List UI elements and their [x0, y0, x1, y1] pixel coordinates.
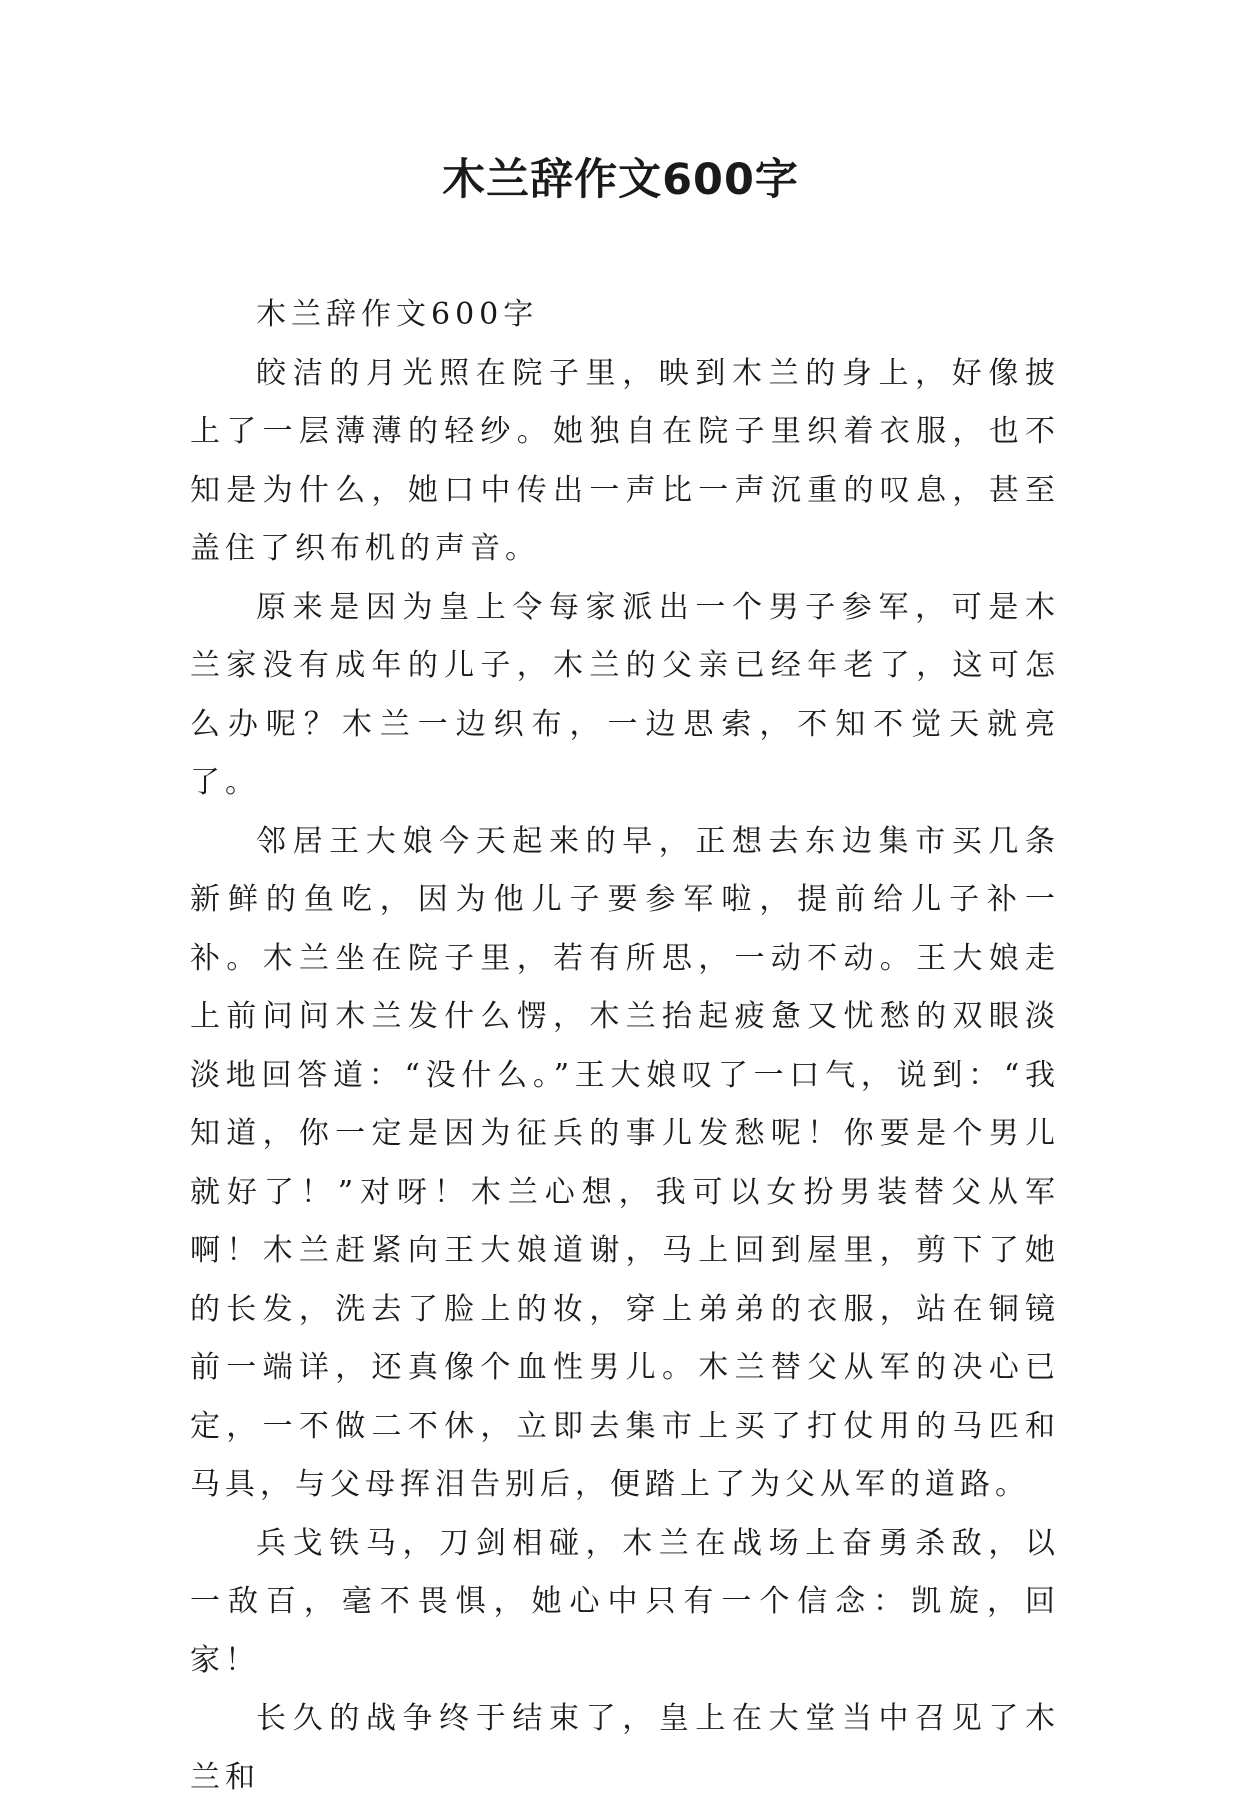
- paragraph: 长久的战争终于结束了，皇上在大堂当中召见了木兰和: [190, 1701, 1060, 1795]
- paragraph: 原来是因为皇上令每家派出一个男子参军，可是木兰家没有成年的儿子，木兰的父亲已经年老了，这可怎么办呢？木兰一边织布，一边思索，不知不觉天就亮了。: [190, 589, 1060, 800]
- document-title: 木兰辞作文600字: [442, 155, 799, 205]
- paragraph-subtitle: 木兰辞作文600字: [256, 297, 539, 332]
- paragraph: 邻居王大娘今天起来的早，正想去东边集市买几条新鲜的鱼吃，因为他儿子要参军啦，提前给儿子补一补。木兰坐在院子里，若有所思，一动不动。王大娘走上前问问木兰发什么愣，木兰抬起疲惫又忧愁的双眼淡淡地回答道：“没什么。”王大娘叹了一口气，说到：“我知道，你一定是因为征兵的事儿发愁呢！你要是个男儿就好了！”对呀！木兰心想，我可以女扮男装替父从军啊！木兰赶紧向王大娘道谢，马上回到屋里，剪下了她的长发，洗去了脸上的妆，穿上弟弟的衣服，站在铜镜前一端详，还真像个血性男儿。木兰替父从军的决心已定，一不做二不休，立即去集市上买了打仗用的马匹和马具，与父母挥泪告别后，便踏上了为父从军的道路。: [190, 823, 1060, 1502]
- paragraph: 皎洁的月光照在院子里，映到木兰的身上，好像披上了一层薄薄的轻纱。她独自在院子里织着衣服，也不知是为什么，她口中传出一声比一声沉重的叹息，甚至盖住了织布机的声音。: [190, 355, 1060, 566]
- document-body: [190, 286, 1060, 1807]
- paragraph: 兵戈铁马，刀剑相碰，木兰在战场上奋勇杀敌，以一敌百，毫不畏惧，她心中只有一个信念：凯旋，回家！: [190, 1525, 1060, 1678]
